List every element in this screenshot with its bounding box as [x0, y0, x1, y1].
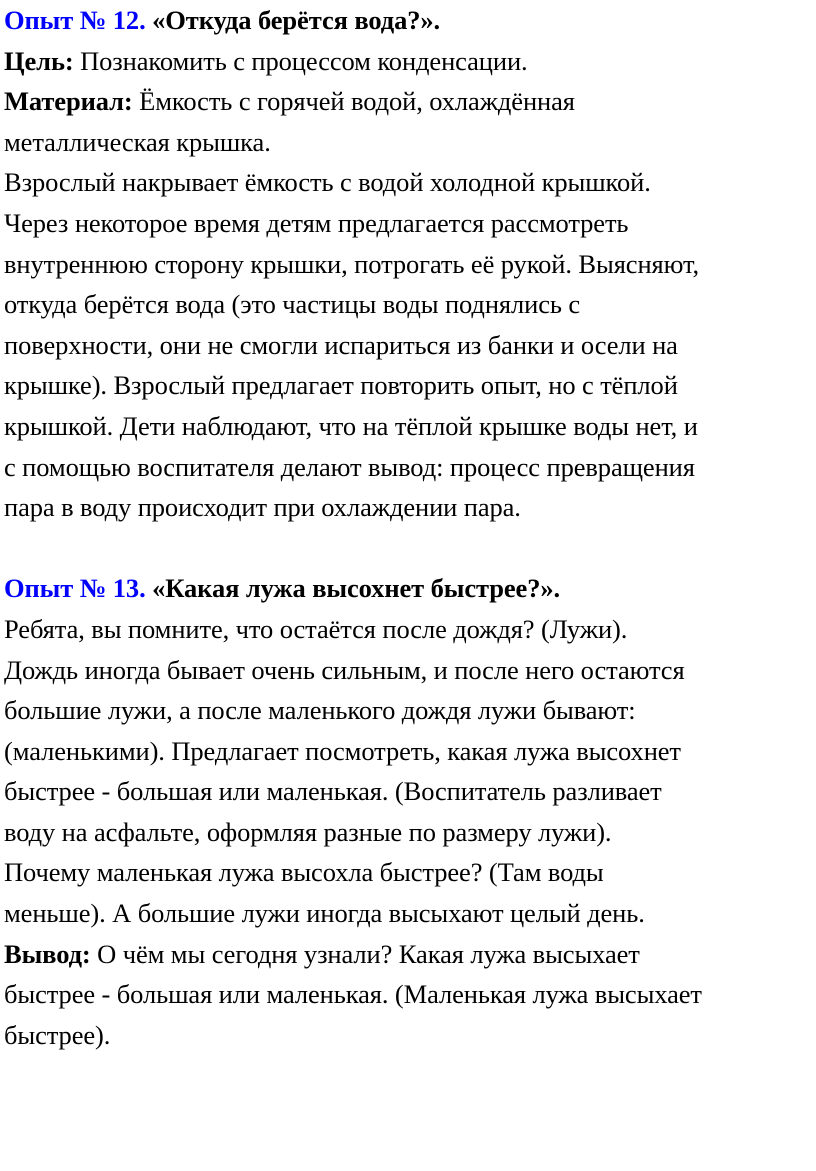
exp13-conclusion-cont: быстрее). — [4, 1019, 111, 1050]
exp13-conclusion-text: О чём мы сегодня узнали? Какая лужа высыхает — [90, 938, 640, 969]
exp12-body-line: крышкой. Дети наблюдают, что на тёплой крышке воды нет, и — [4, 410, 698, 441]
exp13-conclusion-label: Вывод: — [4, 938, 91, 969]
exp13-body-line: Дождь иногда бывает очень сильным, и после него остаются — [4, 654, 685, 685]
exp13-heading — [4, 568, 810, 609]
exp12-body-line: Взрослый накрывает ёмкость с водой холодной крышкой. — [4, 167, 651, 198]
exp12-title: «Откуда берётся вода?». — [145, 5, 441, 35]
exp13-body-line: Ребята, вы помните, что остаётся после дождя? (Лужи). — [4, 613, 628, 644]
exp13-body-line: большие лужи, а после маленького дождя лужи бывают: — [4, 695, 636, 726]
exp12-goal-text: Познакомить с процессом конденсации. — [73, 45, 528, 76]
exp13-conclusion-cont: быстрее - большая или маленькая. (Маленькая лужа высыхает — [4, 979, 702, 1010]
exp13-number: Опыт № 13. — [4, 573, 146, 604]
exp12-material — [4, 81, 810, 122]
exp12-number: Опыт № 12. — [4, 5, 146, 35]
exp13-body-line: быстрее - большая или маленькая. (Воспитатель разливает — [4, 776, 662, 807]
exp12-body-line: внутреннюю сторону крышки, потрогать её рукой. Выясняют, — [4, 248, 699, 279]
exp12-goal-label: Цель: — [4, 45, 74, 76]
exp12-material-text: Ёмкость с горячей водой, охлаждённая — [132, 86, 575, 117]
exp12-material-cont: металлическая крышка. — [4, 126, 271, 157]
exp13-body-line: меньше). А большие лужи иногда высыхают целый день. — [4, 898, 645, 929]
exp13-title: «Какая лужа высохнет быстрее?». — [145, 573, 561, 604]
exp12-material-label: Материал: — [4, 86, 133, 117]
exp12-body-line: пара в воду происходит при охлаждении пара. — [4, 492, 521, 523]
exp12-heading — [4, 0, 810, 41]
exp13-body-line: (маленькими). Предлагает посмотреть, какая лужа высохнет — [4, 735, 681, 766]
exp12-goal — [4, 41, 810, 82]
section-gap — [4, 528, 810, 569]
exp12-body-line: с помощью воспитателя делают вывод: процесс превращения — [4, 451, 695, 482]
exp12-body-line: Через некоторое время детям предлагается рассмотреть — [4, 207, 629, 238]
exp13-conclusion — [4, 934, 810, 975]
exp13-body-line: Почему маленькая лужа высохла быстрее? (Там воды — [4, 857, 604, 888]
exp12-body-line: поверхности, они не смогли испариться из банки и осели на — [4, 329, 678, 360]
exp12-body-line: откуда берётся вода (это частицы воды поднялись с — [4, 289, 581, 320]
exp12-body-line: крышке). Взрослый предлагает повторить опыт, но с тёплой — [4, 370, 678, 401]
exp13-body-line: воду на асфальте, оформляя разные по размеру лужи). — [4, 816, 612, 847]
